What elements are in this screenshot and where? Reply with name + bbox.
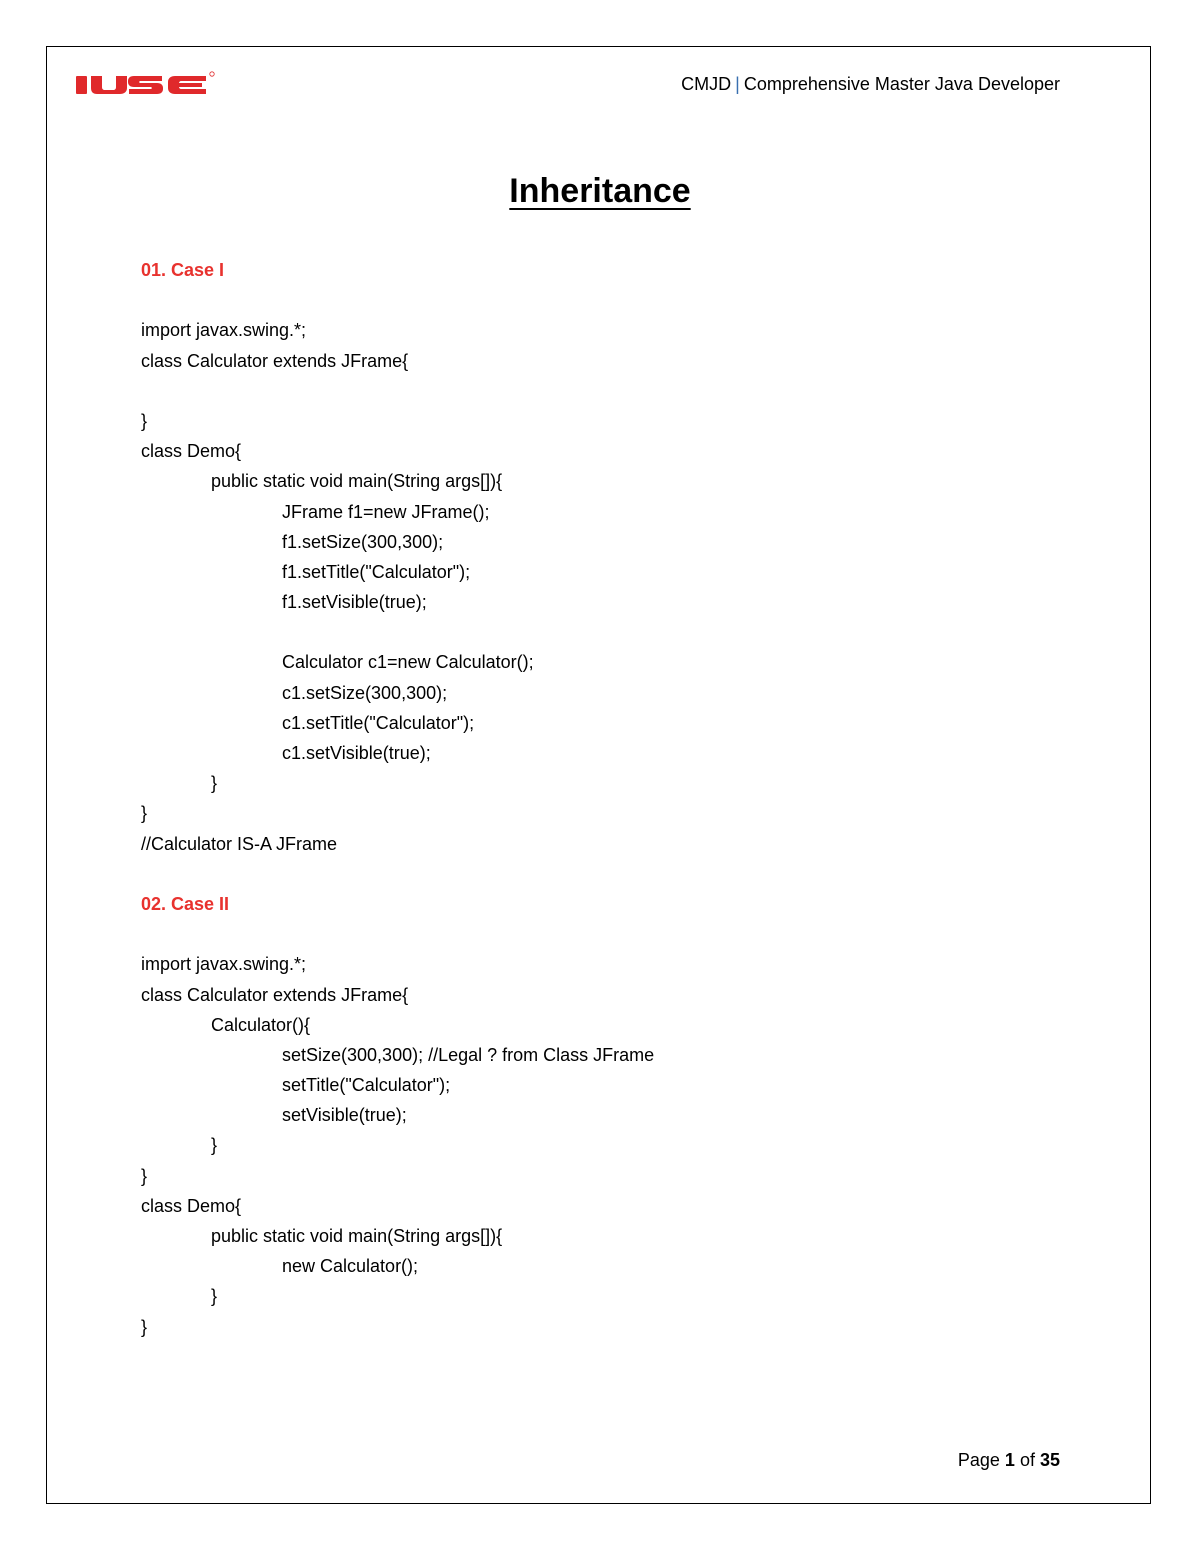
blank-line: [141, 376, 1041, 406]
code-line: import javax.swing.*;: [141, 954, 307, 975]
course-name: Comprehensive Master Java Developer: [743, 74, 1060, 94]
blank-line: [141, 285, 1041, 315]
code-line: class Calculator extends JFrame{: [141, 984, 409, 1005]
code-line: new Calculator();: [282, 1256, 419, 1277]
code-line: Calculator c1=new Calculator();: [282, 652, 534, 673]
blank-line: [141, 919, 1041, 949]
section-heading: 02. Case II: [141, 893, 230, 914]
code-line: setVisible(true);: [282, 1105, 407, 1126]
code-line: c1.setTitle("Calculator");: [282, 712, 475, 733]
code-line: class Calculator extends JFrame{: [141, 350, 409, 371]
course-code: CMJD: [681, 74, 732, 94]
blank-line: [141, 617, 1041, 647]
code-line: }: [141, 1316, 148, 1337]
code-line: public static void main(String args[]){: [211, 1226, 503, 1246]
page-label: Page: [957, 1450, 1000, 1470]
code-line: c1.setSize(300,300);: [282, 682, 448, 703]
code-line: f1.setVisible(true);: [282, 592, 427, 613]
code-line: }: [141, 410, 148, 431]
code-line: setSize(300,300); //Legal ? from Class JFrame: [282, 1044, 655, 1065]
code-line: }: [211, 773, 218, 794]
code-line: Calculator(){: [211, 1014, 311, 1035]
blank-line: [141, 859, 1041, 889]
code-line: setTitle("Calculator");: [282, 1075, 451, 1096]
page-number: 1: [1004, 1450, 1015, 1470]
page-footer: [958, 1450, 1060, 1471]
code-line: JFrame f1=new JFrame();: [282, 501, 490, 522]
ijse-logo: [74, 70, 216, 100]
code-line: }: [141, 1165, 148, 1186]
code-line: class Demo{: [141, 1195, 242, 1216]
code-line: import javax.swing.*;: [141, 320, 307, 341]
code-line: c1.setVisible(true);: [282, 743, 431, 763]
code-line: }: [211, 1286, 218, 1307]
total-pages: 35: [1039, 1450, 1060, 1470]
code-line: }: [141, 803, 148, 824]
code-line: }: [211, 1135, 218, 1156]
code-line: f1.setTitle("Calculator");: [282, 561, 471, 582]
section-heading: 01. Case I: [141, 260, 225, 280]
code-comment: //Calculator IS-A JFrame: [141, 833, 338, 854]
header-separator: |: [735, 74, 740, 94]
of-label: of: [1019, 1450, 1035, 1470]
document-header: [681, 74, 1060, 95]
code-line: f1.setSize(300,300);: [282, 531, 444, 552]
page-title-text: Inheritance: [509, 172, 691, 210]
document-body: [141, 255, 1041, 1342]
code-line: public static void main(String args[]){: [211, 471, 503, 492]
page-title: [0, 172, 1200, 211]
code-line: class Demo{: [141, 441, 242, 462]
